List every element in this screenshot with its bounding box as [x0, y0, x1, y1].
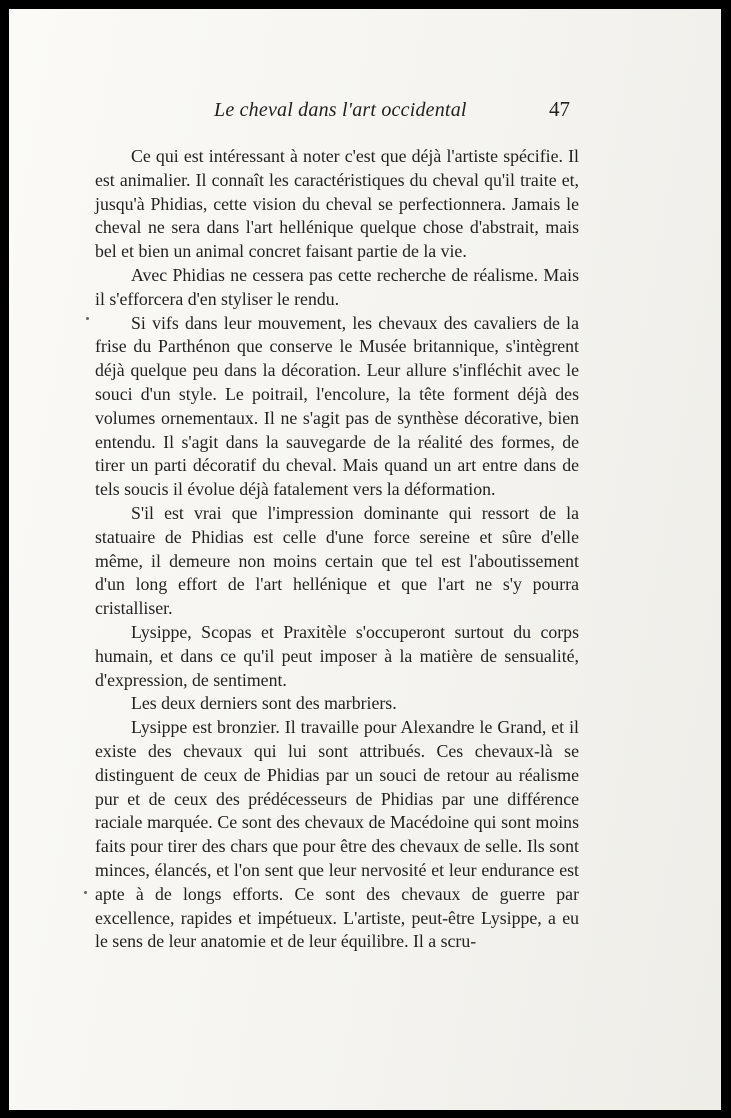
paragraph: S'il est vrai que l'impression dominante qui ressort de la statuaire de Phidias est celle d'une force sereine et sûre d'elle même, il demeure non moins certain que tel est l'aboutissement d'un long effort de l'art hellénique et que l'art ne s'y pourra cristalliser. — [95, 502, 579, 619]
running-title: Le cheval dans l'art occidental — [214, 99, 467, 121]
paragraph: Ce qui est intéressant à noter c'est que déjà l'artiste spécifie. Il est animalier. Il connaît les caractéristiques du cheval qu'il traite et, jusqu'à Phidias, cette vision du cheval se perfectionnera. Jamais le cheval ne sera dans l'art hellénique quelque chose d'abstrait, mais bel et bien un animal concret faisant partie de la vie. — [95, 146, 579, 262]
paragraph: Les deux derniers sont des marbriers. — [131, 693, 397, 714]
paragraph: Lysippe, Scopas et Praxitèle s'occuperont surtout du corps humain, et dans ce qu'il peut imposer à la matière de sensualité, d'expression, de sentiment. — [95, 621, 579, 690]
paragraph: Avec Phidias ne cessera pas cette recherche de réalisme. Mais il s'efforcera d'en styliser le rendu. — [95, 264, 579, 309]
book-page — [9, 9, 721, 1110]
scan-speck — [84, 891, 87, 894]
paragraph: Si vifs dans leur mouvement, les chevaux des cavaliers de la frise du Parthénon que conserve le Musée britannique, s'intègrent déjà quelque peu dans la décoration. Leur allure s'infléchit avec le souci d'un style. Le poitrail, l'encolure, la tête forment déjà des volumes ornementaux. Il ne s'agit pas de synthèse décorative, bien entendu. Il s'agit dans la sauvegarde de la réalité des formes, de tirer un parti décoratif du cheval. Mais quand un art entre dans de tels soucis il évolue déjà fatalement vers la déformation. — [95, 312, 579, 500]
paragraph: Lysippe est bronzier. Il travaille pour Alexandre le Grand, et il existe des chevaux qui lui sont attribués. Ces chevaux-là se distinguent de ceux de Phidias par un souci de retour au réalisme pur et de ceux des prédécesseurs de Phidias par une différence raciale marquée. Ce sont des chevaux de Macédoine qui sont moins faits pour tirer des chars que pour être des chevaux de selle. Ils sont minces, élancés, et l'on sent que leur nervosité et leur endurance est apte à de longs efforts. Ce sont des chevaux de guerre par excellence, rapides et impétueux. L'artiste, peut-être Lysippe, a eu le sens de leur anatomie et de leur équilibre. Il a scru- — [95, 717, 579, 952]
page-header — [9, 99, 721, 127]
page-number: 47 — [549, 97, 570, 121]
body-text — [95, 145, 579, 954]
scan-speck — [86, 317, 89, 320]
